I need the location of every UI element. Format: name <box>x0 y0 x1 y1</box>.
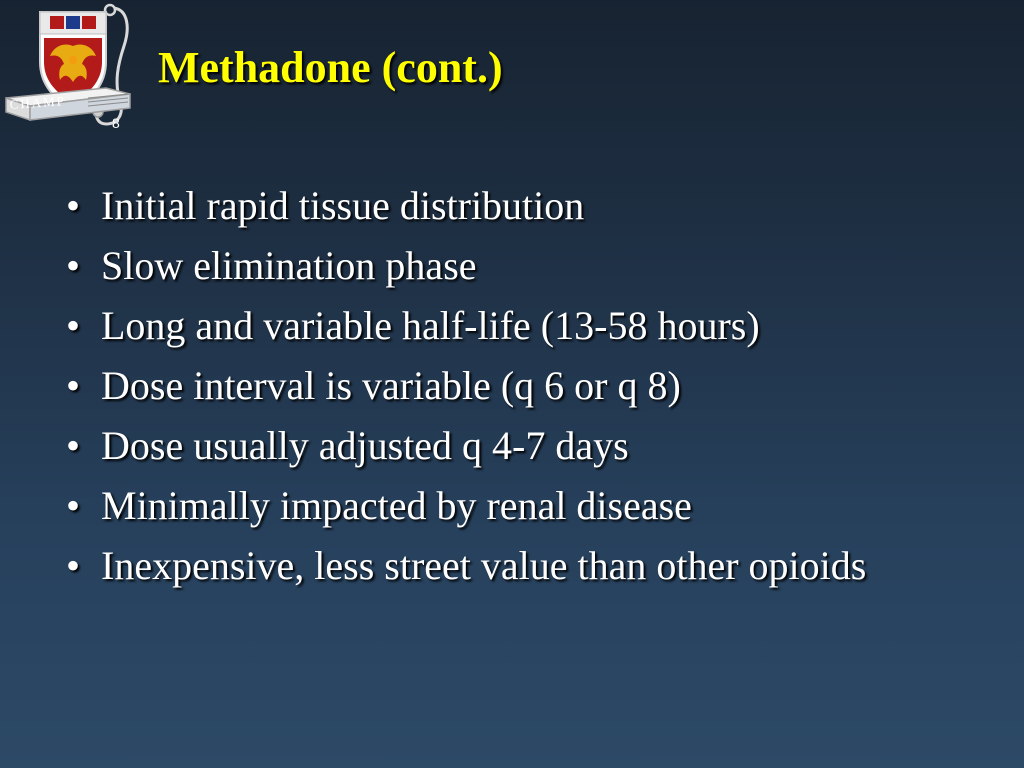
bullet-marker: • <box>66 303 81 348</box>
bullet-marker: • <box>66 183 81 228</box>
bullet-marker: • <box>66 363 81 408</box>
bullet-item <box>64 242 964 289</box>
bullet-text: Initial rapid tissue distribution <box>101 183 585 228</box>
logo-label: CHAMP <box>9 93 67 112</box>
bullet-text: Dose usually adjusted q 4-7 days <box>101 423 629 468</box>
bullet-marker: • <box>66 543 81 588</box>
bullet-item <box>64 482 964 529</box>
bullet-item <box>64 422 964 469</box>
bullet-item <box>64 302 964 349</box>
bullet-item <box>64 182 964 229</box>
bullet-text: Long and variable half-life (13-58 hours) <box>101 303 760 348</box>
bullet-marker: • <box>66 483 81 528</box>
logo-number: 8 <box>112 115 120 130</box>
bullet-item <box>64 542 964 589</box>
bullet-marker: • <box>66 243 81 288</box>
bullet-text: Slow elimination phase <box>101 243 477 288</box>
bullet-list <box>64 182 964 602</box>
bullet-marker: • <box>66 423 81 468</box>
bullet-text: Dose interval is variable (q 6 or q 8) <box>101 363 681 408</box>
bullet-item <box>64 362 964 409</box>
champ-logo <box>2 2 138 130</box>
slide-title: Methadone (cont.) <box>158 43 503 92</box>
bullet-text: Minimally impacted by renal disease <box>101 483 692 528</box>
bullet-text: Inexpensive, less street value than other opioids <box>101 543 867 588</box>
